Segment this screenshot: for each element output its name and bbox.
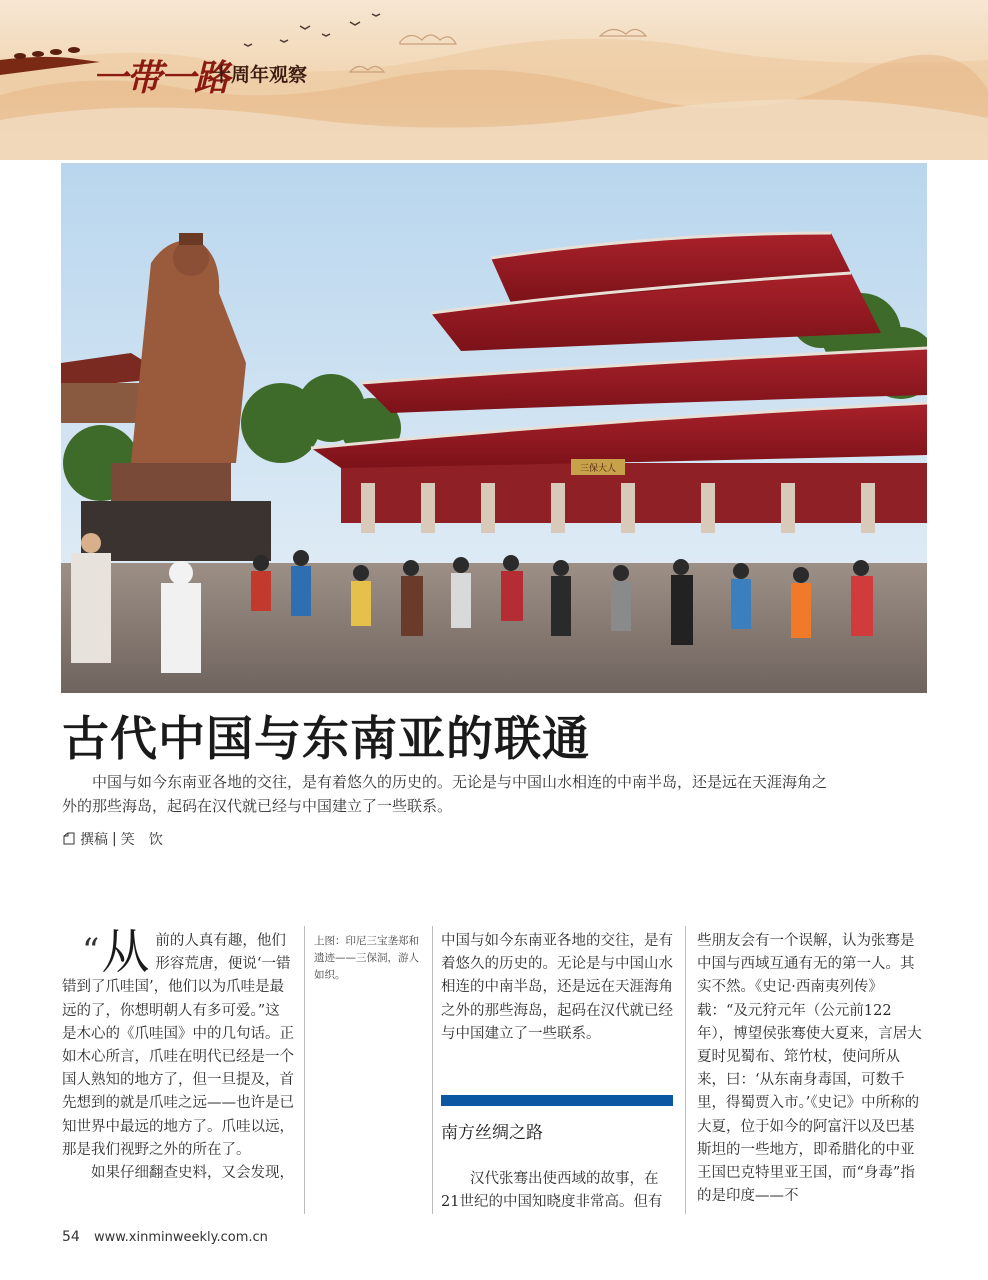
- byline-label: 撰稿: [80, 832, 108, 848]
- paragraph: 汉代张骞出使西域的故事，在21世纪的中国知晓度非常高。但有: [441, 1171, 663, 1211]
- hero-photo: [61, 163, 927, 693]
- paragraph: 中国与如今东南亚各地的交往，是有着悠久的历史的。无论是与中国山水相连的中南半岛，还是远在天涯海角之外的那些海岛，起码在汉代就已经与中国建立了一些联系。: [441, 933, 673, 1042]
- article-lead: 中国与如今东南亚各地的交往，是有着悠久的历史的。无论是与中国山水相连的中南半岛，还是远在天涯海角之外的那些海岛，起码在汉代就已经与中国建立了一些联系。: [62, 773, 828, 815]
- page-number: 54: [62, 1229, 80, 1245]
- temple-scene-illustration: [61, 163, 927, 693]
- dropcap: 从: [101, 924, 150, 980]
- column-divider: [432, 926, 433, 1214]
- paragraph: 如果仔细翻查史料，又会发现，: [91, 1165, 294, 1182]
- body-column-2: [441, 930, 673, 1046]
- temple-plaque: 三保大人: [579, 464, 617, 474]
- paragraph: 前的人真有趣，他们形容荒唐，便说‘一错错到了爪哇国’，他们以为爪哇是最远的了，你想明朝人有多可爱。”这是木心的《爪哇国》中的几句话。正如木心所言，爪哇在明代已经是一个国人熟知的地方了，但一旦提及，首先想到的就是爪哇之远——也许是已知世界中最远的地方了。爪哇以远，那是我们视野之外的所在了。: [62, 933, 294, 1158]
- open-quote: “: [82, 931, 100, 971]
- pen-icon: [62, 832, 76, 846]
- author-name: 笑 饮: [120, 832, 163, 848]
- section-title: 南方丝绸之路: [441, 1123, 543, 1143]
- photo-caption: 上图：印尼三宝垄郑和遗迹——三保洞，游人如织。: [314, 935, 419, 981]
- header-band: [0, 0, 988, 160]
- column-divider: [304, 926, 305, 1214]
- page-footer: [62, 1229, 268, 1245]
- paragraph: 些朋友会有一个误解，认为张骞是中国与西域互通有无的第一人。其实不然。《史记·西南夷列传》载：“及元狩元年（公元前122年），博望侯张骞使大夏来，言居大夏时见蜀布、筇竹杖，使问所从来，曰：‘从东南身毒国，可数千里，得蜀贾入市。’《史记》中所称的大夏，位于如今的阿富汗以及巴基斯坦的一些地方，即希腊化的中亚王国巴克特里亚王国，而“身毒”指的是印度——不: [697, 933, 922, 1205]
- brand-logo-text: 一带一路: [92, 57, 229, 99]
- column-divider: [685, 926, 686, 1214]
- byline-separator: |: [112, 831, 117, 847]
- body-column-3: [697, 930, 927, 1208]
- article-title: 古代中国与东南亚的联通: [62, 712, 590, 767]
- website-url: www.xinminweekly.com.cn: [93, 1230, 268, 1245]
- body-column-1: [62, 924, 294, 1185]
- series-label: 十周年观察: [212, 64, 308, 86]
- section-bar: [441, 1095, 673, 1106]
- byline: [62, 829, 163, 849]
